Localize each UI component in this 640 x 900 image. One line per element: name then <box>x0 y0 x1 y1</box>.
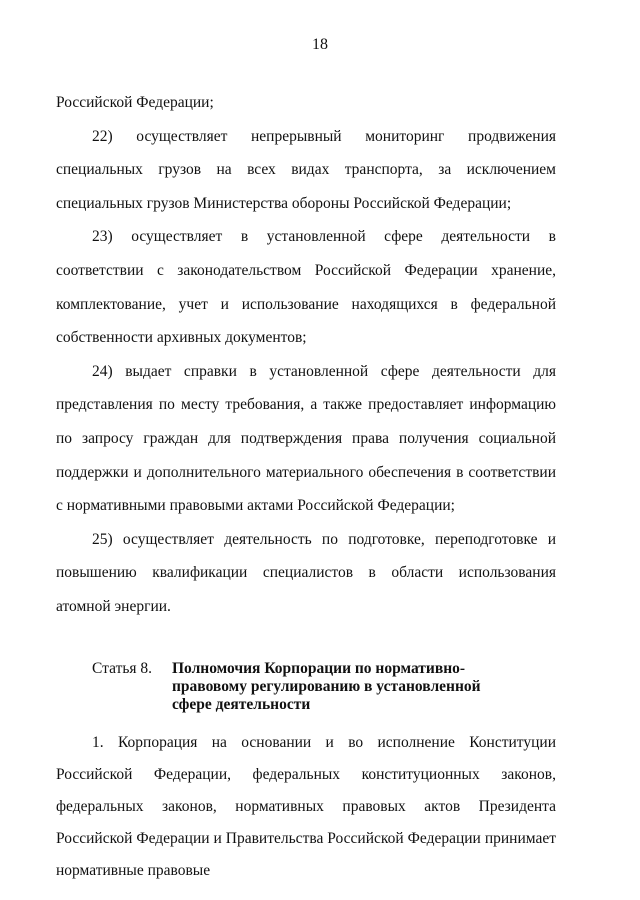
article-label: Статья 8. <box>92 660 153 677</box>
page-number: 18 <box>312 36 328 53</box>
article-title: Полномочия Корпорации по нормативно-правовому регулированию в установленной сфере деятельности <box>172 660 481 713</box>
article-paragraph-1: 1. Корпорация на основании и во исполнение Конституции Российской Федерации, федеральных конституционных законов, федеральных законов, нормативных правовых актов Президента Российской Федерации и Правительства Российской Федерации принимает нормативные правовые <box>56 734 556 879</box>
article-body <box>56 727 556 887</box>
paragraph-item-22: 22) осуществляет непрерывный мониторинг продвижения специальных грузов на всех видах транспорта, за исключением специальных грузов Министерства обороны Российской Федерации; <box>56 127 556 212</box>
paragraph-item-23: 23) осуществляет в установленной сфере деятельности в соответствии с законодательством Российской Федерации хранение, комплектование, учет и использование находящихся в федеральной собственности архивных документов; <box>56 228 556 347</box>
paragraph-continuation: Российской Федерации; <box>56 94 214 111</box>
document-body <box>56 86 556 624</box>
paragraph-item-24: 24) выдает справки в установленной сфере деятельности для представления по месту требования, а также предоставляет информацию по запросу граждан для подтверждения права получения социальной поддержки и дополнительного материального обеспечения в соответствии с нормативными правовыми актами Российской Федерации; <box>56 362 556 515</box>
paragraph-item-25: 25) осуществляет деятельность по подготовке, переподготовке и повышению квалификации специалистов в области использования атомной энергии. <box>56 530 556 615</box>
